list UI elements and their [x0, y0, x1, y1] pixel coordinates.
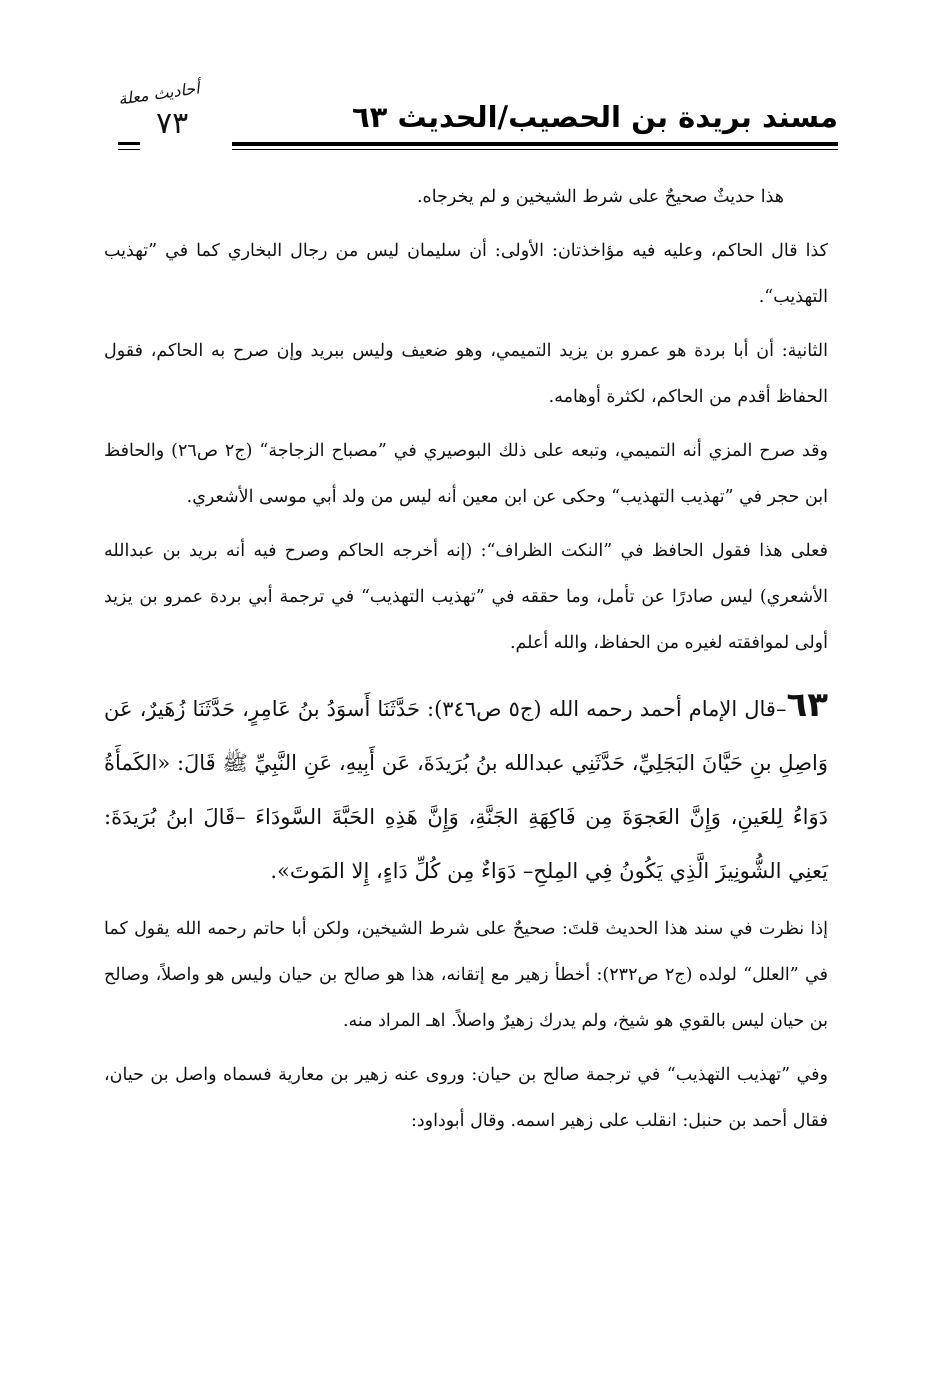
paragraph: الثانية: أن أبا بردة هو عمرو بن يزيد التميمي، وهو ضعيف وليس ببريد وإن صرح به الحاكم، فقول الحفاظ أقدم من الحاكم، لكثرة أوهامه. — [104, 341, 828, 407]
header-rule — [232, 142, 838, 146]
hadith-body: –قال الإمام أحمد رحمه الله (ج٥ ص٣٤٦): حَدَّثَنَا أَسوَدُ بنُ عَامِرٍ، حَدَّثَنَا زُهَيرٌ، عَن وَاصِلِ بنِ حَيَّانَ البَجَلِيِّ، حَدَّثَنِي عبدالله بنُ بُرَيدَةَ، عَن أَبِيهِ، عَنِ النَّبِيِّ ﷺ قَالَ: «الكَمأَةُ دَوَاءُ لِلعَينِ، وَإِنَّ العَجوَةَ مِن فَاكِهَةِ الجَنَّةِ، وَإِنَّ هَذِهِ الحَبَّةَ السَّودَاءَ –قَالَ ابنُ بُرَيدَةَ: يَعنِي الشُّونِيزَ الَّذِي يَكُونُ فِي المِلحِ– دَوَاءٌ مِن كُلِّ دَاءٍ، إِلا المَوتَ». — [104, 697, 828, 883]
page-number-rule — [118, 142, 140, 145]
paragraph: وقد صرح المزي أنه التميمي، وتبعه على ذلك البوصيري في ”مصباح الزجاجة“ (ج٢ ص٢٦) والحافظ ابن حجر في ”تهذيب التهذيب“ وحكى عن ابن معين أنه ليس من ولد أبي موسى الأشعري. — [104, 441, 828, 507]
page-number-rule-thin — [118, 149, 140, 150]
page-number: ٧٣ — [156, 106, 189, 141]
header-title: مسند بريدة بن الحصيب/الحديث ٦٣ — [351, 100, 838, 134]
paragraph: هذا حديثٌ صحيحٌ على شرط الشيخين و لم يخرجاه. — [416, 187, 784, 207]
hadith-text — [104, 678, 828, 898]
running-header — [117, 78, 838, 152]
header-rule-thin — [232, 149, 838, 150]
page-body — [104, 174, 828, 1144]
paragraph: وفي ”تهذيب التهذيب“ في ترجمة صالح بن حيان: وروى عنه زهير بن معارية فسماه واصل بن حيان، فقال أحمد بن حنبل: انقلب على زهير اسمه. وقال أبوداود: — [104, 1065, 828, 1131]
paragraph: فعلى هذا فقول الحافظ في ”النكت الظراف“: (إنه أخرجه الحاكم وصرح فيه أنه بريد بن عبدالله الأشعري) ليس صادرًا عن تأمل، وما حققه في ”تهذيب التهذيب“ في ترجمة أبي بردة عمرو بن يزيد أولى لموافقته لغيره من الحفاظ، والله أعلم. — [104, 541, 828, 653]
paragraph: إذا نظرت في سند هذا الحديث قلتَ: صحيحٌ على شرط الشيخين، ولكن أبا حاتم رحمه الله يقول كما في ”العلل“ لولده (ج٢ ص٢٣٢): أخطأ زهير مع إتقانه، هذا هو صالح بن حيان وليس هو واصلاً، وصالح بن حيان ليس بالقوي هو شيخ، ولم يدرك زهيرٌ واصلاً. اهـ المراد منه. — [104, 919, 828, 1031]
hadith-number: ٦٣ — [786, 685, 828, 725]
paragraph: كذا قال الحاكم، وعليه فيه مؤاخذتان: الأولى: أن سليمان ليس من رجال البخاري كما في ”تهذيب التهذيب“. — [104, 241, 828, 307]
handwritten-margin-note: أحاديث معلة — [117, 78, 201, 109]
